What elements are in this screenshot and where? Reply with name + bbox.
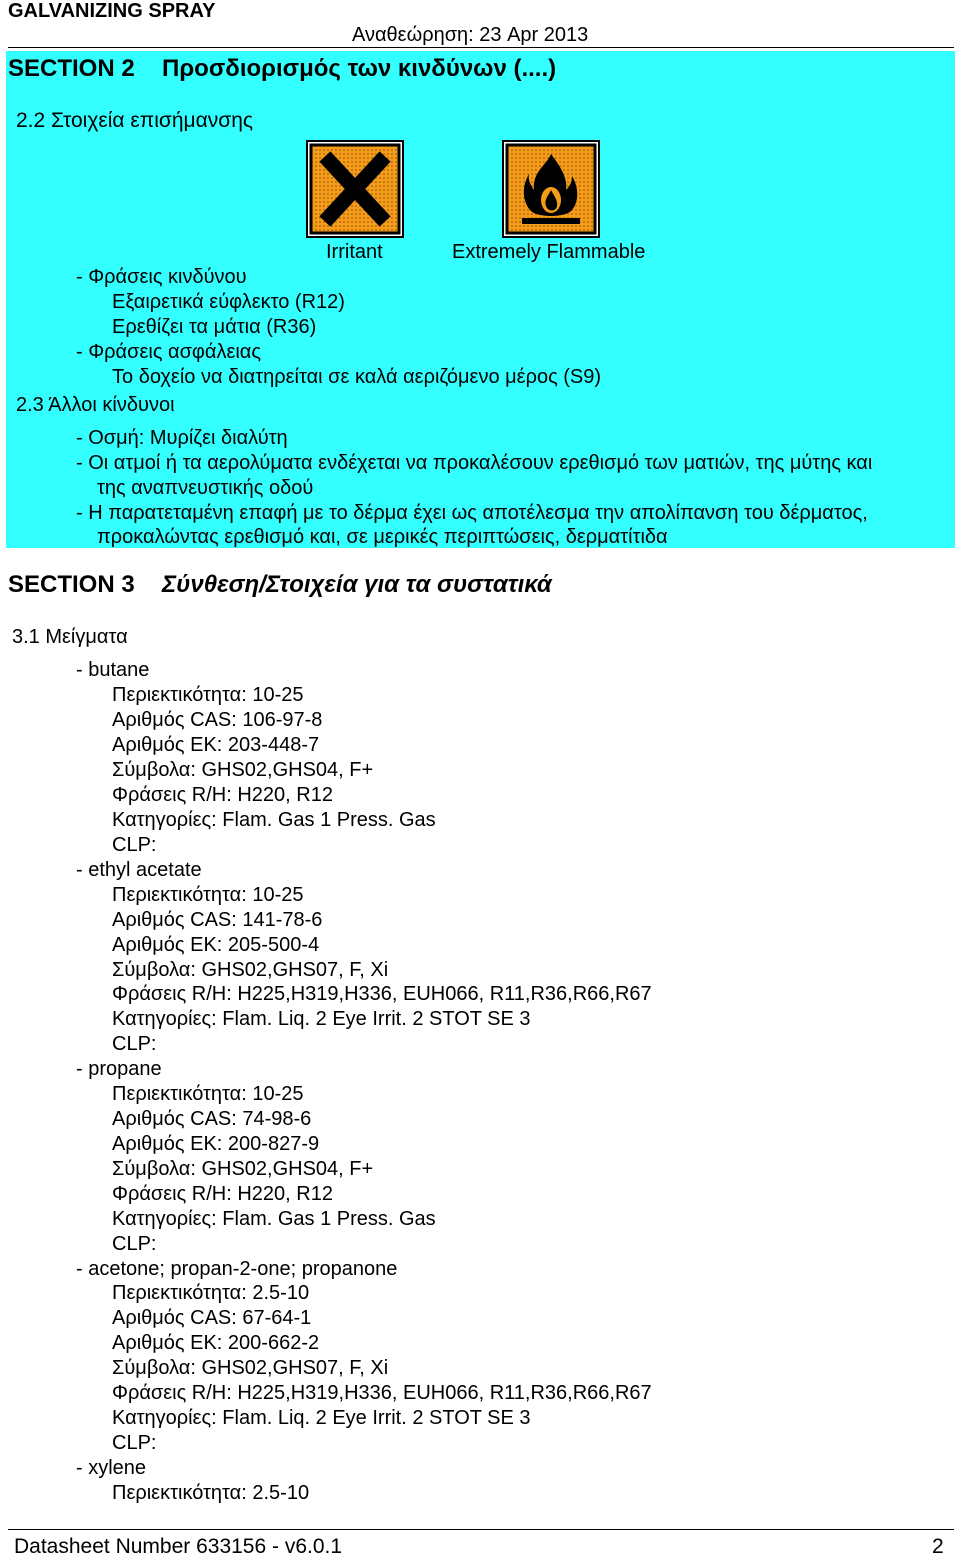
substance-name: - acetone; propan-2-one; propanone <box>76 1258 398 1280</box>
section3-number: SECTION 3 <box>8 571 135 598</box>
flammable-label: Extremely Flammable <box>452 241 646 263</box>
substance-name: - xylene <box>76 1457 147 1479</box>
section3-title: Σύνθεση/Στοιχεία για τα συστατικά <box>162 571 552 598</box>
substance-detail: Αριθμός CAS: 74-98-6 <box>112 1108 312 1130</box>
substance-detail: Σύμβολα: GHS02,GHS07, F, Xi <box>112 959 389 981</box>
substance-detail: Αριθμός CAS: 141-78-6 <box>112 909 323 931</box>
substance-detail: Φράσεις R/H: H220, R12 <box>112 784 333 806</box>
substance-detail: Αριθμός CAS: 106-97-8 <box>112 709 323 731</box>
flame-icon <box>502 140 600 238</box>
subsection-3-1-label: 3.1 Μείγματα <box>12 626 128 648</box>
header-divider <box>8 47 954 48</box>
substance-detail: Αριθμός CAS: 67-64-1 <box>112 1307 312 1329</box>
substance-detail: Κατηγορίες: Flam. Gas 1 Press. Gas <box>112 1208 436 1230</box>
risk-phrases-heading: - Φράσεις κινδύνου <box>76 266 247 288</box>
other-hazard-line: - Η παρατεταμένη επαφή με το δέρμα έχει ως αποτέλεσμα την απολίπανση του δέρματος, <box>76 502 868 524</box>
section2-title: Προσδιορισμός των κινδύνων (....) <box>162 55 557 82</box>
other-hazard-line: - Οι ατμοί ή τα αερολύματα ενδέχεται να προκαλέσουν ερεθισμό των ματιών, της μύτης και <box>76 452 873 474</box>
safety-phrase-item: Το δοχείο να διατηρείται σε καλά αεριζόμενο μέρος (S9) <box>112 366 602 388</box>
substance-detail: Σύμβολα: GHS02,GHS04, F+ <box>112 759 374 781</box>
footer-divider <box>8 1529 954 1530</box>
safety-phrases-heading: - Φράσεις ασφάλειας <box>76 341 262 363</box>
substance-detail: Σύμβολα: GHS02,GHS04, F+ <box>112 1158 374 1180</box>
substance-detail: Αριθμός ΕΚ: 203-448-7 <box>112 734 320 756</box>
substance-detail: Κατηγορίες: Flam. Liq. 2 Eye Irrit. 2 STOT SE 3 <box>112 1008 531 1030</box>
revision-date: Αναθεώρηση: 23 Apr 2013 <box>352 24 589 46</box>
substance-detail: Φράσεις R/H: H225,H319,H336, EUH066, R11,R36,R66,R67 <box>112 983 652 1005</box>
substance-detail: CLP: <box>112 1432 157 1454</box>
substance-detail: Αριθμός ΕΚ: 200-662-2 <box>112 1332 320 1354</box>
risk-phrase-item: Εξαιρετικά εύφλεκτο (R12) <box>112 291 345 313</box>
substance-detail: Περιεκτικότητα: 2.5-10 <box>112 1482 310 1504</box>
page-number: 2 <box>932 1535 944 1558</box>
substance-detail: Περιεκτικότητα: 10-25 <box>112 884 304 906</box>
substance-detail: Αριθμός ΕΚ: 205-500-4 <box>112 934 320 956</box>
other-hazard-line: προκαλώντας ερεθισμό και, σε μερικές περιπτώσεις, δερματίτιδα <box>97 526 668 548</box>
datasheet-number: Datasheet Number 633156 - v6.0.1 <box>14 1535 343 1558</box>
substance-detail: Φράσεις R/H: H220, R12 <box>112 1183 333 1205</box>
risk-phrase-item: Ερεθίζει τα μάτια (R36) <box>112 316 317 338</box>
substance-detail: CLP: <box>112 1033 157 1055</box>
substance-name: - propane <box>76 1058 162 1080</box>
product-name: GALVANIZING SPRAY <box>8 0 216 22</box>
substance-detail: CLP: <box>112 834 157 856</box>
substance-detail: Φράσεις R/H: H225,H319,H336, EUH066, R11,R36,R66,R67 <box>112 1382 652 1404</box>
substance-name: - butane <box>76 659 150 681</box>
other-hazard-line: - Οσμή: Μυρίζει διαλύτη <box>76 427 288 449</box>
irritant-label: Irritant <box>326 241 383 263</box>
other-hazard-line: της αναπνευστικής οδού <box>97 477 314 499</box>
section2-number: SECTION 2 <box>8 55 135 82</box>
substance-detail: CLP: <box>112 1233 157 1255</box>
subsection-2-3-label: 2.3 Άλλοι κίνδυνοι <box>16 394 175 416</box>
substance-detail: Περιεκτικότητα: 10-25 <box>112 684 304 706</box>
substance-detail: Κατηγορίες: Flam. Gas 1 Press. Gas <box>112 809 436 831</box>
substance-detail: Περιεκτικότητα: 10-25 <box>112 1083 304 1105</box>
substance-detail: Περιεκτικότητα: 2.5-10 <box>112 1282 310 1304</box>
substance-detail: Κατηγορίες: Flam. Liq. 2 Eye Irrit. 2 STOT SE 3 <box>112 1407 531 1429</box>
substance-detail: Σύμβολα: GHS02,GHS07, F, Xi <box>112 1357 389 1379</box>
substance-detail: Αριθμός ΕΚ: 200-827-9 <box>112 1133 320 1155</box>
irritant-x-icon <box>306 140 404 238</box>
subsection-2-2-label: 2.2 Στοιχεία επισήμανσης <box>16 109 254 132</box>
substance-name: - ethyl acetate <box>76 859 202 881</box>
